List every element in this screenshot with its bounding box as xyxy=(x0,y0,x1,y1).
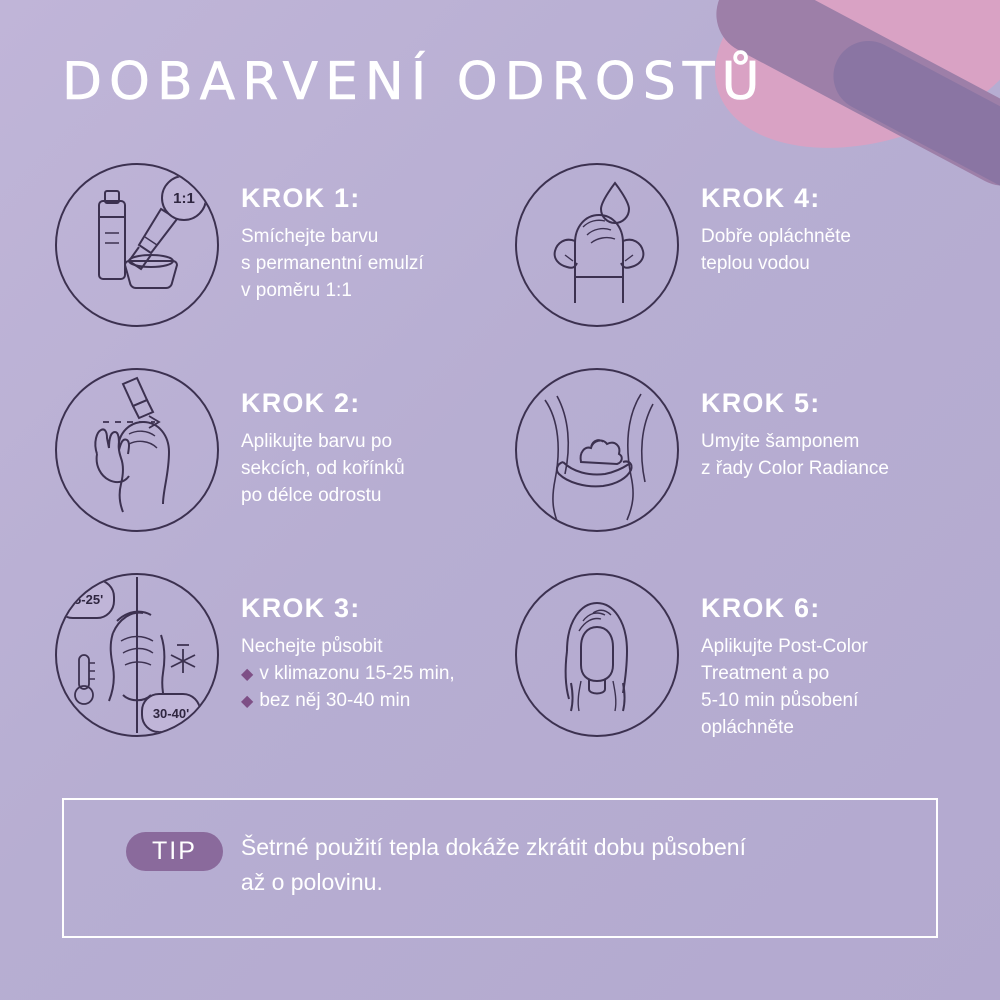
tip-line-2: až o polovinu. xyxy=(240,868,383,895)
step-1-line-3: v poměru 1:1 xyxy=(241,279,352,301)
step-3-text xyxy=(241,565,455,715)
tip-text xyxy=(241,830,746,899)
step-3-bullet-1-text: v klimazonu 15-25 min, xyxy=(259,662,455,684)
step-4-title: KROK 4: xyxy=(701,183,821,213)
step-5-line-2: z řady Color Radiance xyxy=(701,457,889,479)
step-4-text xyxy=(701,155,851,278)
step-3-title: KROK 3: xyxy=(241,593,361,623)
step-6-text xyxy=(701,565,868,742)
step-1-line-2: s permanentní emulzí xyxy=(241,252,424,274)
bullet-dot-icon: ◆ xyxy=(241,692,254,710)
processing-time-icon xyxy=(55,573,219,737)
tube-brush-bowl-icon xyxy=(55,163,219,327)
step-1-line-1: Smíchejte barvu xyxy=(241,226,379,247)
step-5-line-1: Umyjte šamponem xyxy=(701,431,860,452)
step-6-line-1: Aplikujte Post-Color xyxy=(701,636,868,657)
step-3-bullet-2 xyxy=(241,688,455,715)
step-1-body xyxy=(241,224,424,305)
page-title: DOBARVENÍ ODROSTŮ xyxy=(62,52,767,112)
step-6-line-4: opláchněte xyxy=(701,716,794,738)
step-3-body xyxy=(241,634,455,715)
step-2-body xyxy=(241,429,405,510)
step-item-6 xyxy=(515,565,955,780)
step-5-body xyxy=(701,429,889,483)
step-1-text xyxy=(241,155,424,305)
step-2-text xyxy=(241,360,405,510)
time-badge-klimazon: 15-25' xyxy=(55,579,115,619)
step-6-line-3: 5-10 min působení xyxy=(701,689,859,711)
step-3-line-1: Nechejte působit xyxy=(241,636,383,657)
bullet-dot-icon: ◆ xyxy=(241,665,254,683)
step-6-body xyxy=(701,634,868,742)
step-item-2 xyxy=(55,360,495,565)
rinse-water-drop-icon xyxy=(515,163,679,327)
step-item-1 xyxy=(55,155,495,360)
brush-applying-roots-icon xyxy=(55,368,219,532)
step-2-line-2: sekcích, od kořínků xyxy=(241,457,405,479)
step-5-text xyxy=(701,360,889,483)
time-badge-without: 30-40' xyxy=(141,693,201,733)
post-color-treatment-icon xyxy=(515,573,679,737)
step-2-line-3: po délce odrostu xyxy=(241,484,382,506)
step-4-body xyxy=(701,224,851,278)
step-3-bullet-2-text: bez něj 30-40 min xyxy=(259,689,411,711)
shampoo-in-hand-icon xyxy=(515,368,679,532)
step-2-line-1: Aplikujte barvu po xyxy=(241,431,393,452)
step-4-line-2: teplou vodou xyxy=(701,252,810,274)
step-4-line-1: Dobře opláchněte xyxy=(701,226,851,247)
step-item-4 xyxy=(515,155,955,360)
step-1-title: KROK 1: xyxy=(241,183,361,213)
step-2-title: KROK 2: xyxy=(241,388,361,418)
step-5-title: KROK 5: xyxy=(701,388,821,418)
step-item-3 xyxy=(55,565,495,780)
step-6-title: KROK 6: xyxy=(701,593,821,623)
tip-inner xyxy=(64,800,936,899)
tip-line-1: Šetrné použití tepla dokáže zkrátit dobu působení xyxy=(240,834,746,860)
tip-box xyxy=(62,798,938,938)
tip-badge: TIP xyxy=(126,832,223,871)
step-item-5 xyxy=(515,360,955,565)
step-3-bullet-1 xyxy=(241,661,455,688)
step-6-line-2: Treatment a po xyxy=(701,662,830,684)
steps-grid xyxy=(55,155,955,780)
ratio-badge: 1:1 xyxy=(161,175,207,221)
